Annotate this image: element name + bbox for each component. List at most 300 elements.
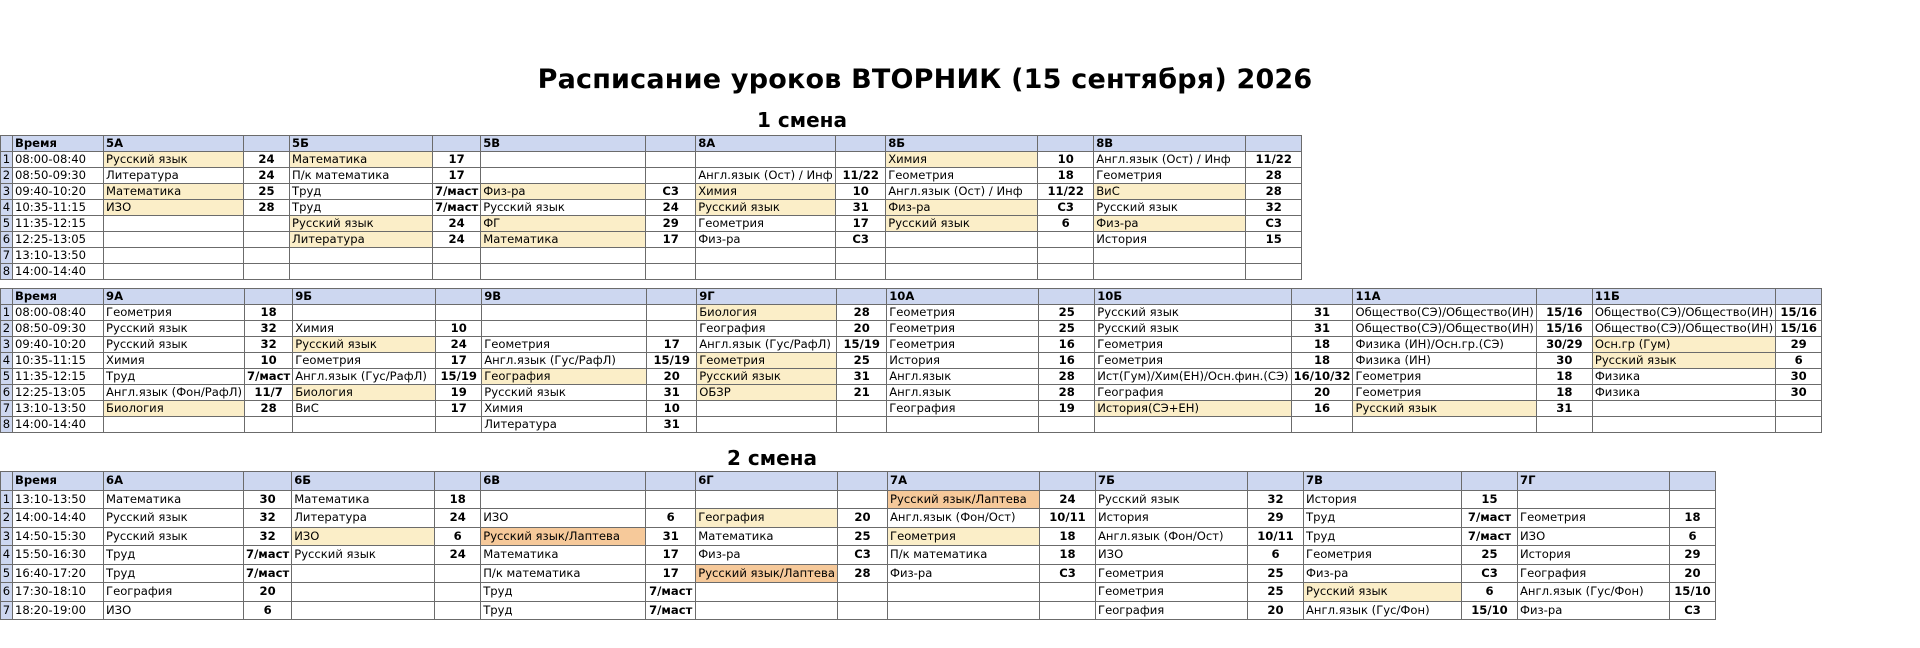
lesson-time: 14:00-14:40 bbox=[13, 264, 104, 280]
subject-cell: ИЗО bbox=[104, 601, 244, 620]
subject-cell: Физ-ра bbox=[886, 200, 1038, 216]
room-cell: 10/11 bbox=[1248, 527, 1304, 546]
subject-cell: Физика (ИН) bbox=[1353, 353, 1536, 369]
subject-cell: ФГ bbox=[481, 216, 646, 232]
subject-cell: ВиС bbox=[1094, 184, 1246, 200]
room-cell bbox=[435, 601, 481, 620]
table-row bbox=[1, 305, 1822, 321]
subject-cell: П/к математика bbox=[290, 168, 433, 184]
shift-1-label: 1 смена bbox=[757, 108, 847, 132]
subject-cell bbox=[292, 564, 435, 583]
room-cell: 24 bbox=[1040, 490, 1096, 509]
room-cell: 24 bbox=[435, 509, 481, 528]
room-cell: 11/7 bbox=[245, 385, 293, 401]
room-cell: 18 bbox=[1040, 546, 1096, 565]
subject-cell: История bbox=[1094, 232, 1246, 248]
subject-cell: Общество(СЭ)/Общество(ИН) bbox=[1353, 305, 1536, 321]
lesson-number: 4 bbox=[1, 200, 13, 216]
room-cell: 18 bbox=[1040, 527, 1096, 546]
class-header: 7В bbox=[1304, 472, 1462, 491]
class-header-room bbox=[244, 136, 290, 152]
subject-cell: Геометрия bbox=[482, 337, 647, 353]
room-cell: 30/29 bbox=[1536, 337, 1592, 353]
room-cell: 15 bbox=[1246, 232, 1302, 248]
room-cell: 24 bbox=[244, 168, 290, 184]
table-row bbox=[1, 248, 1302, 264]
subject-cell bbox=[1518, 490, 1670, 509]
table-row bbox=[1, 168, 1302, 184]
header-row bbox=[1, 472, 1716, 491]
class-header: 5Б bbox=[290, 136, 433, 152]
table-row bbox=[1, 401, 1822, 417]
class-header: 9Б bbox=[293, 289, 436, 305]
room-cell bbox=[646, 248, 696, 264]
table-row bbox=[1, 546, 1716, 565]
class-header: 5В bbox=[481, 136, 646, 152]
subject-cell: Литература bbox=[290, 232, 433, 248]
page-title: Расписание уроков ВТОРНИК (15 сентября) 2026 bbox=[537, 64, 1313, 95]
subject-cell: Русский язык bbox=[1095, 305, 1291, 321]
lesson-time: 13:10-13:50 bbox=[13, 401, 104, 417]
room-cell: 7/маст bbox=[433, 184, 481, 200]
subject-cell: История bbox=[1518, 546, 1670, 565]
subject-cell: Физика bbox=[1592, 385, 1775, 401]
room-cell: 18 bbox=[1536, 385, 1592, 401]
room-cell: 20 bbox=[838, 509, 888, 528]
subject-cell: География bbox=[1095, 385, 1291, 401]
room-cell: 18 bbox=[1670, 509, 1716, 528]
room-cell: 20 bbox=[1248, 601, 1304, 620]
room-cell bbox=[836, 264, 886, 280]
room-cell: 15/16 bbox=[1536, 305, 1592, 321]
room-cell: 31 bbox=[1291, 321, 1353, 337]
lesson-number: 1 bbox=[1, 305, 13, 321]
subject-cell: Общество(СЭ)/Общество(ИН) bbox=[1592, 305, 1775, 321]
room-cell: 25 bbox=[244, 184, 290, 200]
room-cell bbox=[1038, 232, 1094, 248]
subject-cell bbox=[696, 248, 836, 264]
subject-cell: Англ.язык (Фон/РафЛ) bbox=[104, 385, 245, 401]
subject-cell bbox=[696, 264, 836, 280]
subject-cell: Русский язык bbox=[1353, 401, 1536, 417]
lesson-time: 17:30-18:10 bbox=[13, 583, 104, 602]
table-row bbox=[1, 200, 1302, 216]
room-cell: 30 bbox=[1536, 353, 1592, 369]
room-cell bbox=[245, 417, 293, 433]
subject-cell: Физика bbox=[1592, 369, 1775, 385]
subject-cell: Математика bbox=[290, 152, 433, 168]
room-cell: 18 bbox=[435, 490, 481, 509]
subject-cell bbox=[104, 216, 244, 232]
subject-cell: Биология bbox=[104, 401, 245, 417]
room-cell: 6 bbox=[1038, 216, 1094, 232]
room-cell: 17 bbox=[433, 152, 481, 168]
subject-cell: Русский язык bbox=[886, 216, 1038, 232]
lesson-time: 15:50-16:30 bbox=[13, 546, 104, 565]
subject-cell: География bbox=[1096, 601, 1248, 620]
subject-cell: Геометрия bbox=[1095, 337, 1291, 353]
room-cell: 7/маст bbox=[1462, 527, 1518, 546]
room-cell bbox=[646, 490, 696, 509]
subject-cell: Русский язык bbox=[1592, 353, 1775, 369]
lesson-time: 16:40-17:20 bbox=[13, 564, 104, 583]
subject-cell: История bbox=[1304, 490, 1462, 509]
room-cell bbox=[1039, 417, 1095, 433]
room-cell: 20 bbox=[1291, 385, 1353, 401]
class-header: 6В bbox=[481, 472, 646, 491]
schedule-table-shift2-grades-6-7 bbox=[0, 471, 1716, 620]
shift-2-label: 2 смена bbox=[727, 446, 817, 470]
room-cell: 28 bbox=[1246, 168, 1302, 184]
class-header-room bbox=[1246, 136, 1302, 152]
subject-cell: ВиС bbox=[293, 401, 436, 417]
room-cell: 29 bbox=[1776, 337, 1822, 353]
table-row bbox=[1, 232, 1302, 248]
lesson-number: 7 bbox=[1, 601, 13, 620]
lesson-time: 14:00-14:40 bbox=[13, 509, 104, 528]
subject-cell: Физ-ра bbox=[696, 232, 836, 248]
table-row bbox=[1, 152, 1302, 168]
room-cell: 28 bbox=[1039, 369, 1095, 385]
subject-cell: Геометрия bbox=[888, 527, 1040, 546]
subject-cell: Труд bbox=[104, 546, 244, 565]
room-cell: 18 bbox=[1291, 337, 1353, 353]
subject-cell: Физ-ра bbox=[1304, 564, 1462, 583]
subject-cell: Русский язык bbox=[696, 200, 836, 216]
subject-cell: Математика bbox=[292, 490, 435, 509]
room-cell: 18 bbox=[1038, 168, 1094, 184]
table-row bbox=[1, 527, 1716, 546]
subject-cell bbox=[888, 601, 1040, 620]
subject-cell bbox=[104, 417, 245, 433]
room-cell: 19 bbox=[1039, 401, 1095, 417]
room-cell bbox=[436, 305, 482, 321]
subject-cell: Биология bbox=[697, 305, 837, 321]
room-cell: 28 bbox=[1246, 184, 1302, 200]
room-cell bbox=[433, 264, 481, 280]
subject-cell: Труд bbox=[1304, 527, 1462, 546]
row-number-header bbox=[1, 289, 13, 305]
subject-cell: Геометрия bbox=[1304, 546, 1462, 565]
room-cell: 25 bbox=[837, 353, 887, 369]
header-row bbox=[1, 289, 1822, 305]
subject-cell bbox=[886, 248, 1038, 264]
subject-cell: Англ.язык (Фон/Ост) bbox=[888, 509, 1040, 528]
subject-cell: Физ-ра bbox=[1518, 601, 1670, 620]
subject-cell: Общество(СЭ)/Общество(ИН) bbox=[1592, 321, 1775, 337]
subject-cell: Труд bbox=[290, 184, 433, 200]
table-row bbox=[1, 353, 1822, 369]
subject-cell: Химия bbox=[104, 353, 245, 369]
subject-cell bbox=[104, 232, 244, 248]
subject-cell: Геометрия bbox=[697, 353, 837, 369]
subject-cell: Русский язык bbox=[104, 509, 244, 528]
room-cell: 31 bbox=[647, 385, 697, 401]
room-cell bbox=[436, 417, 482, 433]
room-cell: 6 bbox=[1248, 546, 1304, 565]
lesson-number: 6 bbox=[1, 232, 13, 248]
subject-cell: Физ-ра bbox=[696, 546, 838, 565]
room-cell bbox=[837, 417, 887, 433]
row-number-header bbox=[1, 136, 13, 152]
room-cell: 10 bbox=[245, 353, 293, 369]
table-row bbox=[1, 490, 1716, 509]
lesson-time: 12:25-13:05 bbox=[13, 232, 104, 248]
subject-cell: Труд bbox=[290, 200, 433, 216]
subject-cell: География bbox=[887, 401, 1039, 417]
room-cell: 7/маст bbox=[646, 601, 696, 620]
room-cell: 25 bbox=[1039, 305, 1095, 321]
subject-cell: П/к математика bbox=[481, 564, 646, 583]
subject-cell: ИЗО bbox=[292, 527, 435, 546]
table-row bbox=[1, 369, 1822, 385]
room-cell: С3 bbox=[1038, 200, 1094, 216]
subject-cell: Литература bbox=[482, 417, 647, 433]
room-cell bbox=[1246, 264, 1302, 280]
subject-cell: Русский язык bbox=[1096, 490, 1248, 509]
room-cell: С3 bbox=[836, 232, 886, 248]
room-cell: 32 bbox=[1246, 200, 1302, 216]
subject-cell bbox=[290, 248, 433, 264]
room-cell bbox=[646, 264, 696, 280]
subject-cell bbox=[104, 248, 244, 264]
room-cell: 16 bbox=[1039, 337, 1095, 353]
class-header-room bbox=[647, 289, 697, 305]
room-cell bbox=[836, 248, 886, 264]
subject-cell: География bbox=[104, 583, 244, 602]
subject-cell: Русский язык bbox=[481, 200, 646, 216]
room-cell: 24 bbox=[436, 337, 482, 353]
subject-cell: Русский язык/Лаптева bbox=[696, 564, 838, 583]
lesson-number: 6 bbox=[1, 583, 13, 602]
lesson-number: 8 bbox=[1, 417, 13, 433]
subject-cell: Физ-ра bbox=[1094, 216, 1246, 232]
subject-cell: Геометрия bbox=[1518, 509, 1670, 528]
room-cell bbox=[435, 564, 481, 583]
room-cell: 17 bbox=[436, 401, 482, 417]
schedule-table-shift1-grades-9-11 bbox=[0, 288, 1822, 433]
class-header-room bbox=[245, 289, 293, 305]
subject-cell: Физика (ИН)/Осн.гр.(СЭ) bbox=[1353, 337, 1536, 353]
subject-cell: Русский язык bbox=[1095, 321, 1291, 337]
time-header: Время bbox=[13, 472, 104, 491]
lesson-time: 09:40-10:20 bbox=[13, 337, 104, 353]
room-cell bbox=[1776, 401, 1822, 417]
subject-cell: Русский язык/Лаптева bbox=[888, 490, 1040, 509]
class-header-room bbox=[1039, 289, 1095, 305]
room-cell: 32 bbox=[244, 509, 292, 528]
subject-cell: Физ-ра bbox=[888, 564, 1040, 583]
subject-cell: История bbox=[887, 353, 1039, 369]
room-cell: 15/16 bbox=[1776, 305, 1822, 321]
subject-cell bbox=[697, 417, 837, 433]
room-cell bbox=[838, 490, 888, 509]
room-cell: 15/10 bbox=[1670, 583, 1716, 602]
room-cell bbox=[244, 216, 290, 232]
room-cell: 18 bbox=[1291, 353, 1353, 369]
room-cell: 19 bbox=[436, 385, 482, 401]
subject-cell: Русский язык bbox=[1304, 583, 1462, 602]
subject-cell bbox=[481, 248, 646, 264]
room-cell bbox=[838, 601, 888, 620]
room-cell: 31 bbox=[646, 527, 696, 546]
table-row bbox=[1, 216, 1302, 232]
class-header-room bbox=[836, 136, 886, 152]
room-cell: 20 bbox=[244, 583, 292, 602]
room-cell: 29 bbox=[646, 216, 696, 232]
lesson-number: 3 bbox=[1, 527, 13, 546]
room-cell: 20 bbox=[837, 321, 887, 337]
room-cell bbox=[837, 401, 887, 417]
lesson-time: 08:00-08:40 bbox=[13, 305, 104, 321]
subject-cell: ИЗО bbox=[1096, 546, 1248, 565]
class-header-room bbox=[433, 136, 481, 152]
room-cell: 17 bbox=[647, 337, 697, 353]
room-cell: 6 bbox=[1670, 527, 1716, 546]
room-cell: 31 bbox=[647, 417, 697, 433]
lesson-number: 2 bbox=[1, 321, 13, 337]
room-cell: 31 bbox=[837, 369, 887, 385]
room-cell bbox=[646, 168, 696, 184]
room-cell bbox=[836, 152, 886, 168]
subject-cell: Англ.язык (Ост) / Инф bbox=[696, 168, 836, 184]
room-cell: С3 bbox=[1246, 216, 1302, 232]
subject-cell: Геометрия bbox=[1353, 369, 1536, 385]
class-header-room bbox=[1038, 136, 1094, 152]
room-cell bbox=[433, 248, 481, 264]
schedule-table-shift1-grades-5-8 bbox=[0, 135, 1302, 280]
lesson-number: 6 bbox=[1, 385, 13, 401]
room-cell: 15 bbox=[1462, 490, 1518, 509]
subject-cell bbox=[481, 490, 646, 509]
class-header-room bbox=[1670, 472, 1716, 491]
subject-cell: География bbox=[482, 369, 647, 385]
subject-cell: Труд bbox=[481, 601, 646, 620]
class-header: 7Г bbox=[1518, 472, 1670, 491]
lesson-time: 13:10-13:50 bbox=[13, 248, 104, 264]
lesson-number: 5 bbox=[1, 216, 13, 232]
class-header-room bbox=[646, 136, 696, 152]
class-header-room bbox=[838, 472, 888, 491]
subject-cell: П/к математика bbox=[888, 546, 1040, 565]
room-cell: 28 bbox=[245, 401, 293, 417]
room-cell: 28 bbox=[244, 200, 290, 216]
subject-cell: Геометрия bbox=[887, 337, 1039, 353]
room-cell: 15/10 bbox=[1462, 601, 1518, 620]
room-cell: 24 bbox=[433, 216, 481, 232]
subject-cell: Русский язык bbox=[293, 337, 436, 353]
lesson-time: 18:20-19:00 bbox=[13, 601, 104, 620]
room-cell: 28 bbox=[838, 564, 888, 583]
class-header-room bbox=[646, 472, 696, 491]
room-cell: 16/10/32 bbox=[1291, 369, 1353, 385]
subject-cell: География bbox=[697, 321, 837, 337]
lesson-number: 3 bbox=[1, 337, 13, 353]
class-header: 11А bbox=[1353, 289, 1536, 305]
subject-cell: Общество(СЭ)/Общество(ИН) bbox=[1353, 321, 1536, 337]
subject-cell: История bbox=[1096, 509, 1248, 528]
subject-cell: Труд bbox=[104, 369, 245, 385]
room-cell: 17 bbox=[436, 353, 482, 369]
subject-cell: Математика bbox=[481, 546, 646, 565]
room-cell bbox=[1536, 417, 1592, 433]
room-cell: 24 bbox=[646, 200, 696, 216]
room-cell: 17 bbox=[646, 232, 696, 248]
subject-cell bbox=[1592, 417, 1775, 433]
subject-cell: Геометрия bbox=[293, 353, 436, 369]
room-cell: 16 bbox=[1039, 353, 1095, 369]
table-row bbox=[1, 417, 1822, 433]
room-cell bbox=[1040, 583, 1096, 602]
class-header: 11Б bbox=[1592, 289, 1775, 305]
subject-cell bbox=[1592, 401, 1775, 417]
room-cell: 30 bbox=[1776, 385, 1822, 401]
room-cell: 32 bbox=[244, 527, 292, 546]
subject-cell: География bbox=[1518, 564, 1670, 583]
subject-cell bbox=[1094, 248, 1246, 264]
lesson-number: 3 bbox=[1, 184, 13, 200]
subject-cell bbox=[697, 401, 837, 417]
class-header-room bbox=[1248, 472, 1304, 491]
subject-cell bbox=[886, 232, 1038, 248]
room-cell: 11/22 bbox=[1038, 184, 1094, 200]
subject-cell: Ист(Гум)/Хим(ЕН)/Осн.фин.(СЭ) bbox=[1095, 369, 1291, 385]
class-header-room bbox=[1536, 289, 1592, 305]
subject-cell: Геометрия bbox=[104, 305, 245, 321]
class-header: 9В bbox=[482, 289, 647, 305]
subject-cell bbox=[696, 583, 838, 602]
subject-cell: Геометрия bbox=[696, 216, 836, 232]
subject-cell: Англ.язык (Ост) / Инф bbox=[886, 184, 1038, 200]
room-cell: 10 bbox=[436, 321, 482, 337]
subject-cell: Англ.язык (Гус/Фон) bbox=[1518, 583, 1670, 602]
lesson-number: 7 bbox=[1, 248, 13, 264]
subject-cell: ОБЗР bbox=[697, 385, 837, 401]
room-cell bbox=[244, 232, 290, 248]
subject-cell bbox=[482, 321, 647, 337]
room-cell: 25 bbox=[1462, 546, 1518, 565]
lesson-number: 5 bbox=[1, 564, 13, 583]
room-cell: 6 bbox=[646, 509, 696, 528]
subject-cell: Труд bbox=[481, 583, 646, 602]
room-cell: 7/маст bbox=[245, 369, 293, 385]
lesson-time: 13:10-13:50 bbox=[13, 490, 104, 509]
subject-cell bbox=[293, 305, 436, 321]
lesson-number: 2 bbox=[1, 168, 13, 184]
room-cell bbox=[1038, 264, 1094, 280]
subject-cell: Геометрия bbox=[1095, 353, 1291, 369]
subject-cell: Англ.язык bbox=[887, 369, 1039, 385]
subject-cell: Англ.язык (Гус/РафЛ) bbox=[482, 353, 647, 369]
lesson-number: 4 bbox=[1, 353, 13, 369]
table-row bbox=[1, 385, 1822, 401]
room-cell: 25 bbox=[1248, 564, 1304, 583]
subject-cell: Русский язык bbox=[482, 385, 647, 401]
subject-cell: ИЗО bbox=[104, 200, 244, 216]
subject-cell: Осн.гр (Гум) bbox=[1592, 337, 1775, 353]
subject-cell: Русский язык bbox=[290, 216, 433, 232]
room-cell: С3 bbox=[646, 184, 696, 200]
class-header: 5А bbox=[104, 136, 244, 152]
class-header-room bbox=[244, 472, 292, 491]
room-cell: 24 bbox=[435, 546, 481, 565]
subject-cell: Математика bbox=[481, 232, 646, 248]
room-cell: 6 bbox=[244, 601, 292, 620]
subject-cell bbox=[293, 417, 436, 433]
subject-cell: Геометрия bbox=[1353, 385, 1536, 401]
subject-cell: Русский язык bbox=[1094, 200, 1246, 216]
class-header: 9А bbox=[104, 289, 245, 305]
